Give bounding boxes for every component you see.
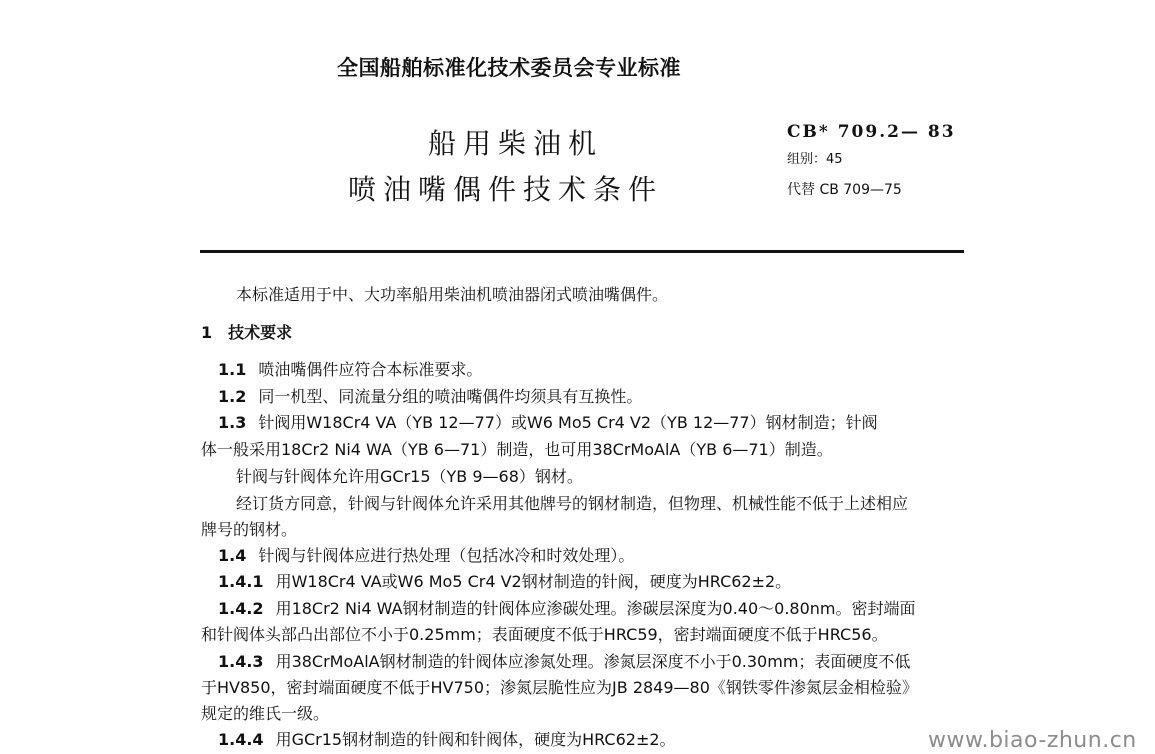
clause-text: 喷油嘴偶件应符合本标准要求。 [258,360,483,379]
clause-line [218,410,878,433]
standard-code: CB* 709.2— 83 [787,122,956,142]
clause-text: 用18Cr2 Ni4 WA钢材制造的针阀体应渗碳处理。渗碳层深度为0.40～0.80nm。密封端面 [275,599,916,618]
clause-line [201,675,918,698]
clause-text: 用38CrMoAlA钢材制造的针阀体应渗氮处理。渗氮层深度不小于0.30mm；表面硬度不低 [275,652,911,671]
clause-text: 用W18Cr4 VA或W6 Mo5 Cr4 V2钢材制造的针阀，硬度为HRC62±2。 [275,572,792,591]
clause-line [201,437,833,460]
clause-line [218,596,916,619]
clause-number: 1.3 [218,413,247,432]
title-line-2: 喷油嘴偶件技术条件 [348,173,664,206]
clause-line [218,569,791,592]
group-label: 组别：45 [787,152,843,167]
organization-header: 全国船舶标准化技术委员会专业标准 [337,56,681,80]
clause-text: 同一机型、同流量分组的喷油嘴偶件均须具有互换性。 [258,387,643,406]
clause-number: 1.4.3 [218,652,264,671]
clause-number: 1.4 [218,546,247,565]
section-heading [201,320,292,343]
clause-line [236,491,908,514]
clause-line [218,357,482,380]
clause-number: 1.1 [218,360,247,379]
clause-number: 1.4.1 [218,572,264,591]
clause-line [201,701,329,724]
clause-line [218,543,634,566]
clause-line [201,517,297,540]
header-divider [200,250,964,253]
clause-text: 牌号的钢材。 [201,520,298,539]
replaces-label: 代替 CB 709—75 [787,182,902,198]
clause-line [218,384,642,407]
clause-text: 针阀用W18Cr4 VA（YB 12—77）或W6 Mo5 Cr4 V2（YB 12—77）钢材制造；针阀 [258,413,878,432]
clause-line [218,727,676,750]
section-number: 1 [201,323,213,342]
clause-line [218,649,910,672]
clause-number: 1.4.2 [218,599,264,618]
clause-text: 和针阀体头部凸出部位不小于0.25mm；表面硬度不低于HRC59，密封端面硬度不低于HRC56。 [201,625,888,644]
clause-text: 用GCr15钢材制造的针阀和针阀体，硬度为HRC62±2。 [275,730,676,749]
clause-number: 1.2 [218,387,247,406]
clause-line [201,622,888,645]
intro-paragraph: 本标准适用于中、大功率船用柴油机喷油器闭式喷油嘴偶件。 [236,285,669,304]
clause-text: 体一般采用18Cr2 Ni4 WA（YB 6—71）制造，也可用38CrMoAlA（YB 6—71）制造。 [201,440,833,459]
clause-text: 于HV850，密封端面硬度不低于HV750；渗氮层脆性应为JB 2849—80《钢铁零件渗氮层金相检验》 [201,678,918,697]
clause-number: 1.4.4 [218,730,264,749]
clause-text: 经订货方同意，针阀与针阀体允许采用其他牌号的钢材制造，但物理、机械性能不低于上述相应 [236,494,909,513]
clause-text: 针阀与针阀体允许用GCr15（YB 9—68）钢材。 [236,467,583,486]
watermark: www.biao-zhun.cn [928,728,1137,753]
clause-text: 规定的维氏一级。 [201,704,330,723]
section-title: 技术要求 [228,323,293,342]
clause-text: 针阀与针阀体应进行热处理（包括冰冷和时效处理）。 [258,546,635,565]
title-line-1: 船用柴油机 [428,127,604,160]
clause-line [236,464,583,487]
